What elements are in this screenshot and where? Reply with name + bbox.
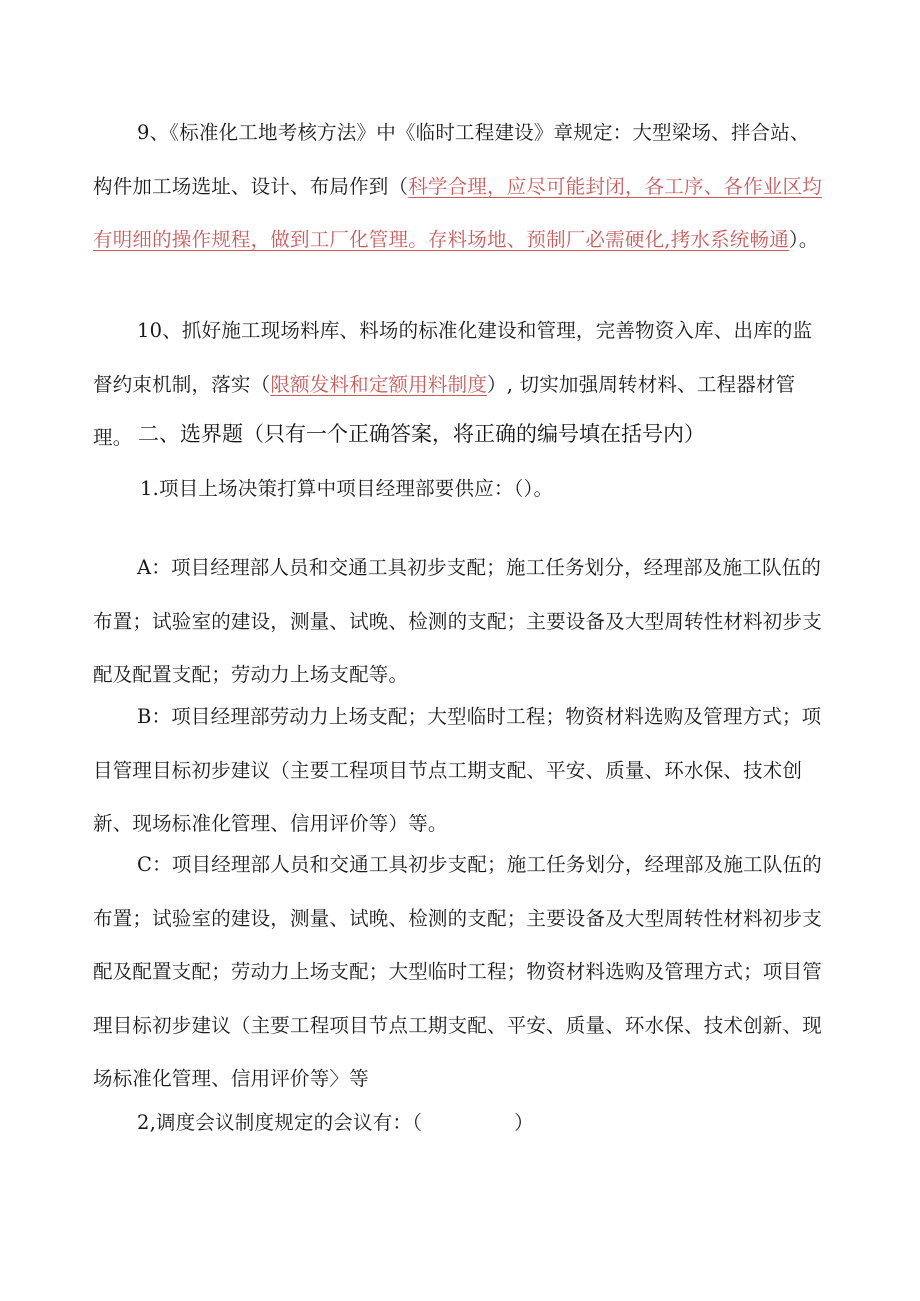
mc1-option-c: C：项目经理部人员和交通工具初步支配；施工任务划分，经理部及施工队伍的布置；试验室的建设，测量、试晚、检测的支配；主要设备及大型周转性材料初步支配及配置支配；劳动力上场支配；大型临时工程；物资材料选购及管理方式；项目管理目标初步建议（主要工程项目节点工期支配、平安、质量、环水保、技术创新、现场标准化管理、信用评价等〉等 xyxy=(93,853,822,1090)
mc-question-2-end: ） xyxy=(514,1111,534,1134)
question-10-end: ）, 切实加强周转材料、工程器材管理。 xyxy=(93,372,796,449)
question-9 xyxy=(93,106,825,267)
question-10-text: 10、抓好施工现场料库、料场的标准化建设和管理，完善物资入库、出库的监督约束机制，落实（ xyxy=(93,319,813,396)
mc-question-1: 1.项目上场决策打算中项目经理部要供应：（）。 xyxy=(140,477,554,500)
question-9-answer: 科学合理，应尽可能封闭，各工序、各作业区均有明细的操作规程，做到工厂化管理。存料场地、预制厂必需硬化,拷水系统畅通 xyxy=(93,174,822,251)
question-9-text: 9、《标准化工地考核方法》中《临时工程建设》章规定：大型梁场、拌合站、构件加工场选址、设计、布局作到（ xyxy=(93,121,810,198)
question-9-end: ）。 xyxy=(788,228,819,251)
mc1-option-b: B：项目经理部劳动力上场支配；大型临时工程；物资材料选购及管理方式；项目管理目标初步建议（主要工程项目节点工期支配、平安、质量、环水保、技术创新、现场标准化管理、信用评价等）等。 xyxy=(93,705,822,835)
question-10-answer: 限额发料和定额用料制度 xyxy=(270,372,488,396)
section-title: 二、选界题（只有一个正确答案，将正确的编号填在括号内） xyxy=(138,422,705,446)
mc-question-2 xyxy=(93,1096,825,1150)
mc-question-2-text: 2,调度会议制度规定的会议有：（ xyxy=(137,1111,423,1134)
mc1-option-a: A：项目经理部人员和交通工具初步支配；施工任务划分，经理部及施工队伍的布置；试验室的建设，测量、试晚、检测的支配；主要设备及大型周转性材料初步支配及配置支配；劳动力上场支配等。 xyxy=(93,556,822,686)
